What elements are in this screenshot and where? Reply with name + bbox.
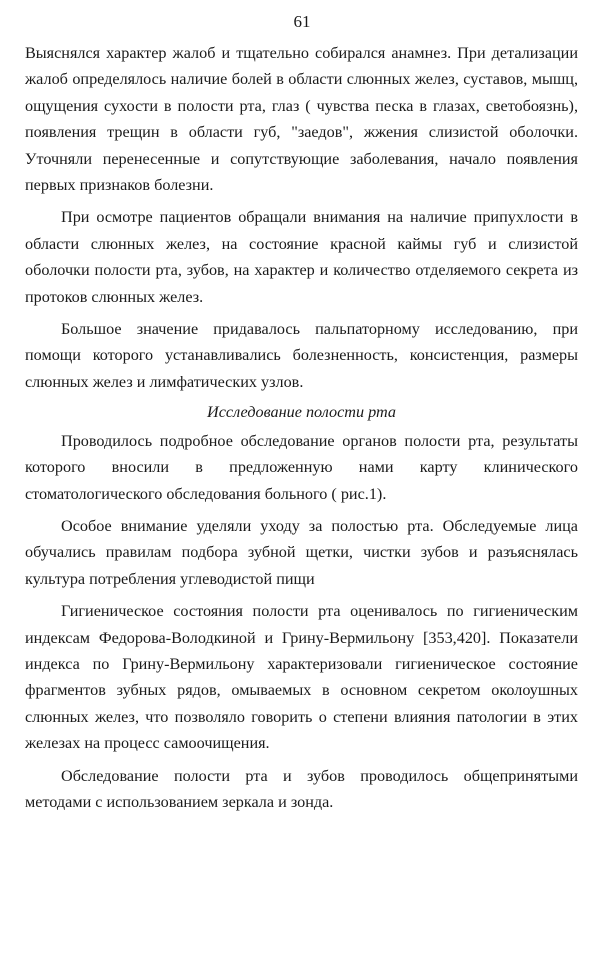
paragraph-palpation: Большое значение придавалось пальпаторному исследованию, при помощи которого устанавливались болезненность, консистенция, размеры слюнных желез и лимфатических узлов.: [25, 320, 578, 391]
paragraph-oral-care: Особое внимание уделяли уходу за полостью рта. Обследуемые лица обучались правилам подбора зубной щетки, чистки зубов и разъяснялась культура потребления углеводистой пищи: [25, 516, 578, 588]
paragraph-oral-exam: Проводилось подробное обследование органов полости рта, результаты которого вносили в предложенную нами карту клинического стоматологического обследования больного ( рис.1).: [25, 431, 578, 503]
paragraph-methods: Обследование полости рта и зубов проводилось общепринятыми методами с использованием зеркала и зонда.: [25, 766, 578, 811]
paragraph-hygiene-indices: Гигиеническое состояния полости рта оценивалось по гигиеническим индексам Федорова-Володкиной и Грину-Вермильону [353,420]. Показатели индекса по Грину-Вермильону характеризовали гигиеническое состояние фрагментов зубных рядов, омываемых в основном секретом околоушных слюнных желез, что позволяло говорить о степени влияния патологии в этих железах на процесс самоочищения.: [25, 602, 578, 753]
paragraph-complaints-anamnesis: Выяснялся характер жалоб и тщательно собирался анамнез. При детализации жалоб определялось наличие болей в области слюнных желез, суставов, мышц, ощущения сухости в полости рта, глаз ( чувства песка в глазах, светобоязнь), появления трещин в области губ, "заедов", жжения слизистой оболочки. Уточняли перенесенные и сопутствующие заболевания, начало появления первых признаков болезни.: [25, 44, 578, 195]
page-number: 61: [293, 12, 311, 31]
document-body: [25, 40, 578, 815]
section-heading: Исследование полости рта: [207, 403, 396, 422]
paragraph-examination: При осмотре пациентов обращали внимания на наличие припухлости в области слюнных желез, на состояние красной каймы губ и слизистой оболочки полости рта, зубов, на характер и количество отделяемого секрета из протоков слюнных желез.: [25, 208, 578, 306]
